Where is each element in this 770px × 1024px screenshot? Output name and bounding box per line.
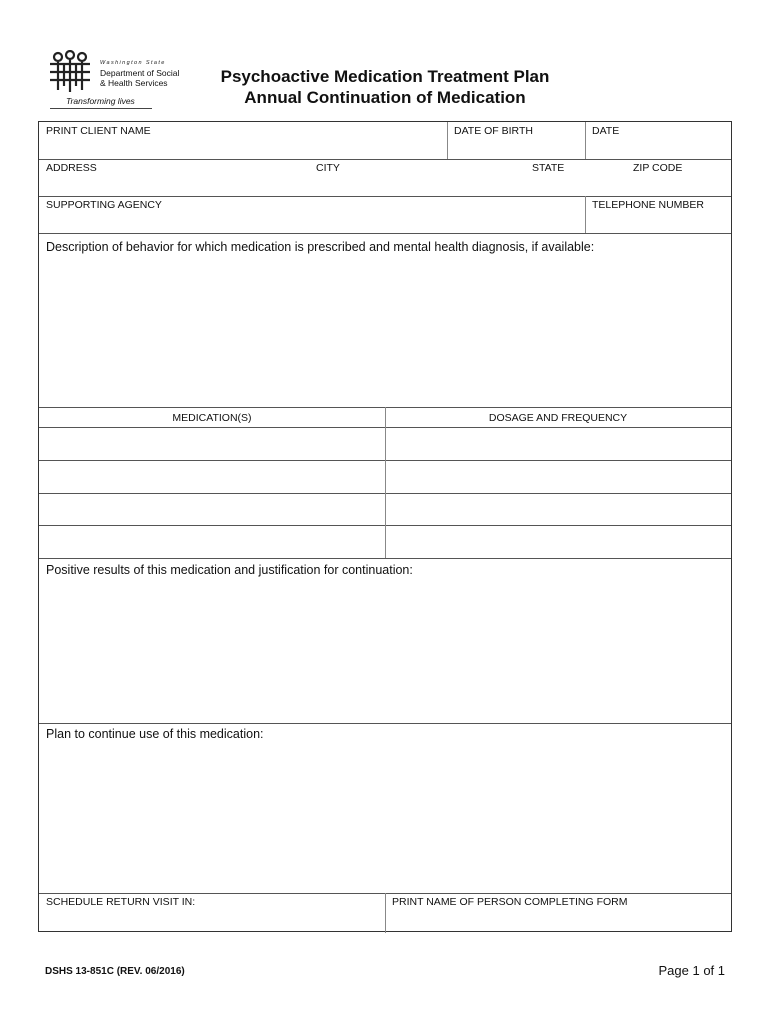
page-number: Page 1 of 1 <box>658 963 725 978</box>
treatment-plan-form <box>38 121 732 932</box>
logo-rule <box>50 108 152 109</box>
date-field[interactable]: DATE <box>592 125 620 137</box>
row-divider <box>39 233 731 234</box>
logo-tagline: Transforming lives <box>66 96 135 106</box>
dshs-family-figures-icon <box>44 50 96 94</box>
column-divider <box>447 122 448 159</box>
form-title-line2: Annual Continuation of Medication <box>244 88 526 107</box>
return-visit-field[interactable]: SCHEDULE RETURN VISIT IN: <box>46 896 196 908</box>
date-of-birth-field[interactable]: DATE OF BIRTH <box>454 125 533 137</box>
row-divider <box>39 723 731 724</box>
supporting-agency-field[interactable]: SUPPORTING AGENCY <box>46 199 162 211</box>
zip-code-field[interactable]: ZIP CODE <box>633 162 683 174</box>
form-title-line1: Psychoactive Medication Treatment Plan <box>220 67 550 86</box>
row-divider <box>39 196 731 197</box>
address-field[interactable]: ADDRESS <box>46 162 97 174</box>
row-divider <box>39 558 731 559</box>
logo-agency-line1: Department of Social <box>100 68 180 78</box>
logo-agency-line2: & Health Services <box>100 78 168 88</box>
continuation-plan-field[interactable]: Plan to continue use of this medication: <box>46 727 264 741</box>
medications-header: MEDICATION(S) <box>172 412 252 424</box>
dshs-logo <box>44 48 180 110</box>
completed-by-field[interactable]: PRINT NAME OF PERSON COMPLETING FORM <box>392 896 628 908</box>
positive-results-field[interactable]: Positive results of this medication and justification for continuation: <box>46 563 413 577</box>
city-field[interactable]: CITY <box>316 162 340 174</box>
state-field[interactable]: STATE <box>532 162 565 174</box>
form-title <box>170 66 600 108</box>
behavior-description-field[interactable]: Description of behavior for which medication is prescribed and mental health diagnosis, if available: <box>46 240 595 254</box>
form-number: DSHS 13-851C (REV. 06/2016) <box>45 966 185 977</box>
logo-state-text: Washington State <box>100 60 166 66</box>
column-divider <box>385 407 386 558</box>
row-divider <box>39 159 731 160</box>
telephone-number-field[interactable]: TELEPHONE NUMBER <box>592 199 705 211</box>
client-name-field[interactable]: PRINT CLIENT NAME <box>46 125 151 137</box>
column-divider <box>385 893 386 933</box>
column-divider <box>585 196 586 233</box>
column-divider <box>585 122 586 159</box>
dosage-frequency-header: DOSAGE AND FREQUENCY <box>488 412 628 424</box>
